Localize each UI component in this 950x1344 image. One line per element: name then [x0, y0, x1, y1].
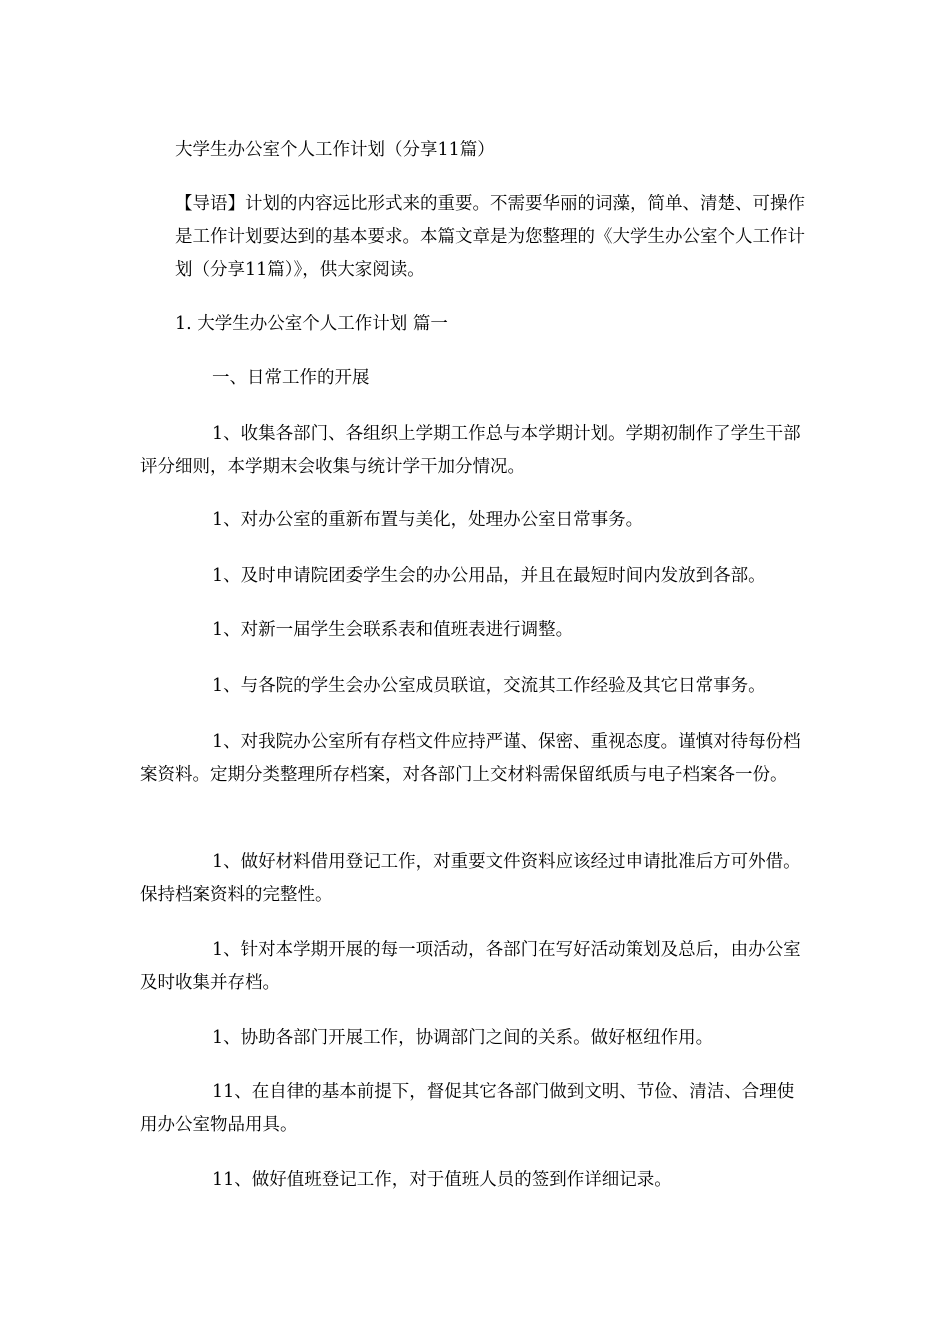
paragraph: 1、协助各部门开展工作，协调部门之间的关系。做好枢纽作用。	[212, 1028, 714, 1048]
paragraph: 1、做好材料借用登记工作，对重要文件资料应该经过申请批准后方可外借。保持档案资料的完整性。	[140, 852, 801, 905]
paragraph: 1、对办公室的重新布置与美化，处理办公室日常事务。	[212, 510, 644, 530]
section-heading: 1. 大学生办公室个人工作计划 篇一	[175, 314, 448, 334]
paragraph: 11、做好值班登记工作，对于值班人员的签到作详细记录。	[212, 1170, 672, 1190]
document-title: 大学生办公室个人工作计划（分享11篇）	[175, 140, 495, 160]
intro-paragraph: 【导语】计划的内容远比形式来的重要。不需要华丽的词藻，简单、清楚、可操作是工作计划要达到的基本要求。本篇文章是为您整理的《大学生办公室个人工作计划（分享11篇）》，供大家阅读。	[175, 194, 805, 280]
paragraph: 1、对我院办公室所有存档文件应持严谨、保密、重视态度。谨慎对待每份档案资料。定期分类整理所存档案，对各部门上交材料需保留纸质与电子档案各一份。	[140, 732, 801, 785]
paragraph: 1、对新一届学生会联系表和值班表进行调整。	[212, 620, 574, 640]
paragraph: 11、在自律的基本前提下，督促其它各部门做到文明、节俭、清洁、合理使用办公室物品用具。	[140, 1082, 795, 1135]
paragraph: 1、及时申请院团委学生会的办公用品，并且在最短时间内发放到各部。	[212, 566, 766, 586]
paragraph: 1、与各院的学生会办公室成员联谊，交流其工作经验及其它日常事务。	[212, 676, 766, 696]
sub-heading: 一、日常工作的开展	[212, 368, 370, 388]
paragraph: 1、针对本学期开展的每一项活动，各部门在写好活动策划及总后，由办公室及时收集并存档。	[140, 940, 801, 993]
paragraph: 1、收集各部门、各组织上学期工作总与本学期计划。学期初制作了学生干部评分细则，本学期末会收集与统计学干加分情况。	[140, 424, 801, 477]
